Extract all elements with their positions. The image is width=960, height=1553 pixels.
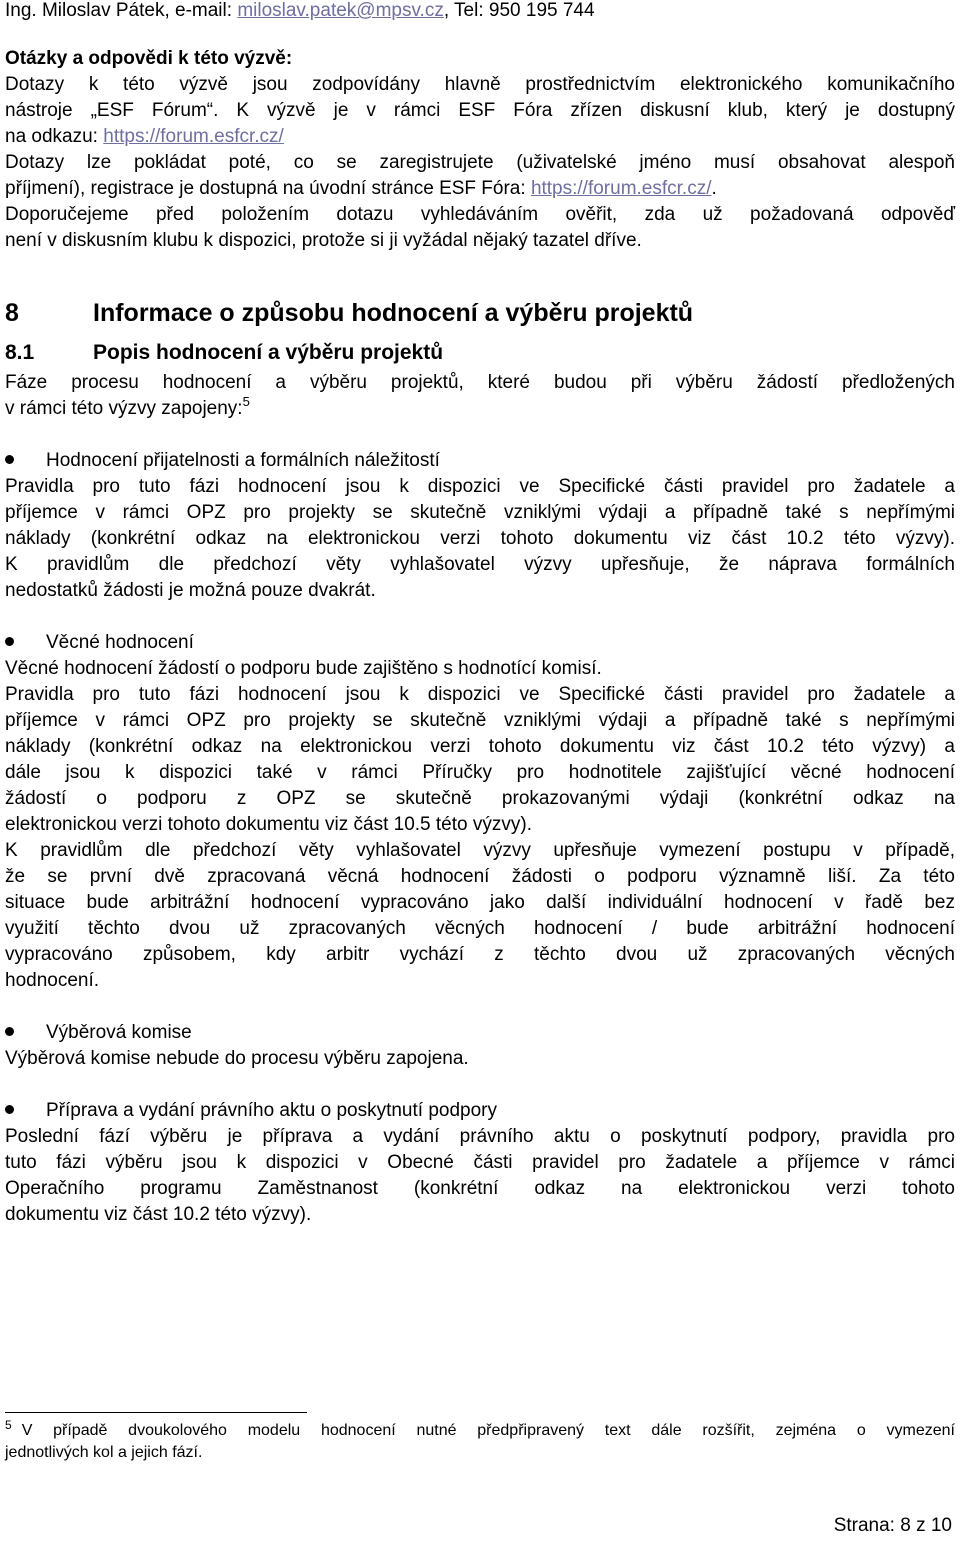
footnote-separator	[5, 1412, 307, 1413]
footnote-line	[5, 1420, 955, 1442]
questions-line	[5, 176, 955, 202]
paragraph-line: náklady (konkrétní odkaz na elektronickou verzi tohoto dokumentu viz část 10.2 této výzvy).	[5, 528, 955, 549]
questions-line	[5, 124, 955, 150]
paragraph-line: Věcné hodnocení žádostí o podporu bude zajištěno s hodnotící komisí.	[5, 658, 602, 679]
bullet-icon	[5, 637, 14, 646]
paragraph-line: situace bude arbitrážní hodnocení vypracováno jako další individuální hodnocení v řadě bez	[5, 892, 955, 913]
section-8-1-heading	[5, 338, 955, 368]
paragraph-line: vypracováno způsobem, kdy arbitr vychází z těchto dvou už zpracovaných věcných	[5, 944, 955, 965]
paragraph-line: Výběrová komise nebude do procesu výběru zapojena.	[5, 1048, 469, 1069]
bullet-title: Výběrová komise	[46, 1022, 192, 1043]
bullet-icon	[5, 1027, 14, 1036]
questions-line: Doporučejeme před položením dotazu vyhledáváním ověřit, zda už požadovaná odpověď	[5, 204, 955, 225]
footnote	[5, 1420, 955, 1464]
document-page	[5, 0, 955, 1228]
email-link[interactable]: miloslav.patek@mpsv.cz	[237, 0, 444, 21]
footnote-line: jednotlivých kol a jejich fází.	[5, 1444, 203, 1461]
questions-line: nástroje „ESF Fórum“. K výzvě je v rámci ESF Fóra zřízen diskusní klub, který je dostupný	[5, 100, 955, 121]
paragraph-line: náklady (konkrétní odkaz na elektronickou verzi tohoto dokumentu viz část 10.2 této výzvy) a	[5, 736, 955, 757]
bullet-icon	[5, 1105, 14, 1114]
paragraph-line: nedostatků žádosti je možná pouze dvakrát.	[5, 580, 376, 601]
paragraph-line: Pravidla pro tuto fázi hodnocení jsou k dispozici ve Specifické části pravidel pro žadatele a	[5, 476, 955, 497]
paragraph-line: dále jsou k dispozici také v rámci Příručky pro hodnotitele zajišťující věcné hodnocení	[5, 762, 955, 783]
section-8-number: 8	[5, 299, 19, 327]
bullet-title: Věcné hodnocení	[46, 632, 194, 653]
bullet-item	[5, 448, 955, 474]
paragraph-line: že se první dvě zpracovaná věcná hodnocení žádosti o podporu významně liší. Za této	[5, 866, 955, 887]
paragraph-line: Operačního programu Zaměstnanost (konkrétní odkaz na elektronickou verzi tohoto	[5, 1178, 955, 1199]
questions-link-prefix: na odkazu:	[5, 126, 104, 147]
contact-prefix: Ing. Miloslav Pátek, e-mail:	[5, 0, 238, 21]
section-8-1-number: 8.1	[5, 341, 35, 364]
questions-line: Dotazy k této výzvě jsou zodpovídány hlavně prostřednictvím elektronického komunikačního	[5, 74, 955, 95]
registration-suffix: .	[711, 178, 717, 199]
forum-registration-link[interactable]: https://forum.esfcr.cz/	[530, 178, 712, 199]
paragraph-line: příjemce v rámci OPZ pro projekty se skutečně vzniklými výdaji a případně také s nepřímými	[5, 502, 955, 523]
registration-text: příjmení), registrace je dostupná na úvodní stránce ESF Fóra:	[5, 178, 531, 199]
footnote-reference[interactable]: 5	[242, 394, 250, 409]
page-number: Strana: 8 z 10	[833, 1515, 952, 1536]
bullet-item	[5, 630, 955, 656]
intro-text: v rámci této výzvy zapojeny:	[5, 398, 243, 419]
paragraph-line: hodnocení.	[5, 970, 100, 991]
paragraph-line: žádostí o podporu z OPZ se skutečně prokazovanými výdaji (konkrétní odkaz na	[5, 788, 955, 809]
intro-line	[5, 396, 955, 422]
section-8-heading	[5, 296, 955, 330]
paragraph-line: K pravidlům dle předchozí věty vyhlašovatel výzvy upřesňuje vymezení postupu v případě,	[5, 840, 955, 861]
questions-title: Otázky a odpovědi k této výzvě:	[5, 48, 293, 69]
paragraph-line: Pravidla pro tuto fázi hodnocení jsou k dispozici ve Specifické části pravidel pro žadatele a	[5, 684, 955, 705]
bullet-icon	[5, 455, 14, 464]
section-8-1-title: Popis hodnocení a výběru projektů	[93, 341, 444, 364]
forum-link[interactable]: https://forum.esfcr.cz/	[103, 126, 284, 147]
paragraph-line: Poslední fází výběru je příprava a vydání právního aktu o poskytnutí podpory, pravidla pro	[5, 1126, 955, 1147]
footnote-number: 5	[5, 1418, 12, 1432]
contact-suffix: , Tel: 950 195 744	[443, 0, 595, 21]
paragraph-line: tuto fázi výběru jsou k dispozici v Obecné části pravidel pro žadatele a příjemce v rámci	[5, 1152, 955, 1173]
questions-line: Dotazy lze pokládat poté, co se zaregistrujete (uživatelské jméno musí obsahovat alespoň	[5, 152, 955, 173]
footnote-text: V případě dvoukolového modelu hodnocení nutné předpřipravený text dále rozšířit, zejména o vymezení	[21, 1422, 955, 1439]
paragraph-line: využití těchto dvou už zpracovaných věcných hodnocení / bude arbitrážní hodnocení	[5, 918, 955, 939]
bullet-title: Příprava a vydání právního aktu o poskytnutí podpory	[46, 1100, 497, 1121]
bullet-title: Hodnocení přijatelnosti a formálních náležitostí	[46, 450, 440, 471]
paragraph-line: dokumentu viz část 10.2 této výzvy).	[5, 1204, 312, 1225]
contact-line	[5, 0, 955, 24]
paragraph-line: příjemce v rámci OPZ pro projekty se skutečně vzniklými výdaji a případně také s nepřímými	[5, 710, 955, 731]
section-8-title: Informace o způsobu hodnocení a výběru projektů	[93, 299, 694, 327]
paragraph-line: elektronickou verzi tohoto dokumentu viz část 10.5 této výzvy).	[5, 814, 532, 835]
questions-line: není v diskusním klubu k dispozici, protože si ji vyžádal nějaký tazatel dříve.	[5, 230, 642, 251]
bullet-item	[5, 1098, 955, 1124]
bullet-item	[5, 1020, 955, 1046]
paragraph-line: K pravidlům dle předchozí věty vyhlašovatel výzvy upřesňuje, že náprava formálních	[5, 554, 955, 575]
intro-line: Fáze procesu hodnocení a výběru projektů, které budou při výběru žádostí předložených	[5, 372, 955, 393]
